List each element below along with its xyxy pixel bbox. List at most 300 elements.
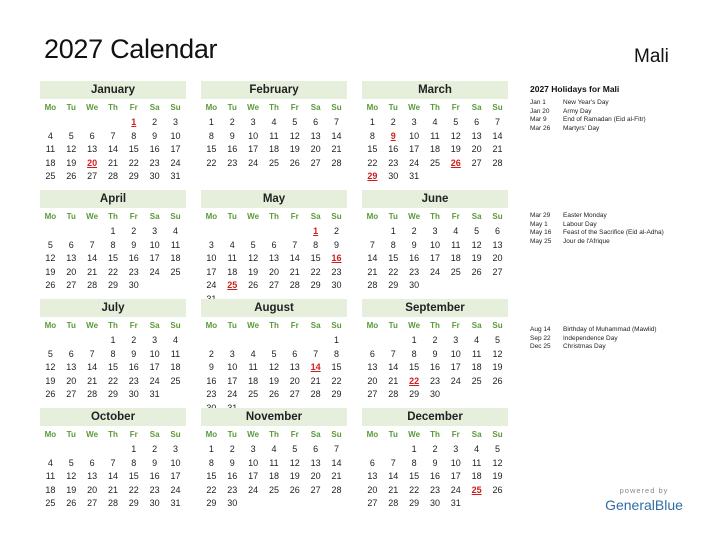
- day-cell: 11: [269, 457, 279, 468]
- week-row: [201, 375, 347, 389]
- day-cell: 9: [411, 239, 417, 250]
- day-cell: 27: [268, 280, 279, 290]
- week-row: [362, 334, 508, 348]
- day-cell: 18: [268, 471, 279, 481]
- weekday-label: Fr: [290, 103, 299, 112]
- day-cell: 18: [227, 266, 238, 277]
- holiday-item: [530, 108, 646, 117]
- day-cell: 2: [152, 117, 158, 127]
- weekday-header-row: [201, 318, 347, 334]
- day-cell: 15: [206, 144, 217, 154]
- day-cell: 11: [269, 130, 279, 141]
- weekday-header-row: [40, 100, 186, 116]
- day-cell: 7: [89, 348, 95, 359]
- day-cell: 22: [409, 484, 420, 495]
- day-cell: 16: [227, 471, 238, 481]
- holiday-item: [530, 335, 657, 344]
- day-cell: 6: [313, 444, 319, 454]
- day-cell: 13: [66, 253, 77, 263]
- weekday-label: Sa: [149, 212, 160, 221]
- weekday-label: Mo: [366, 321, 379, 330]
- day-cell: 17: [248, 471, 259, 481]
- month-august: [201, 299, 347, 415]
- day-cell: 15: [128, 471, 139, 481]
- weekday-label: Th: [430, 430, 440, 439]
- week-row: [40, 361, 186, 375]
- weekday-label: Th: [108, 212, 118, 221]
- day-cell: 18: [45, 157, 56, 168]
- month-march: [362, 81, 508, 184]
- holiday-name: End of Ramadan (Eid al-Fitr): [563, 116, 646, 123]
- day-cell: 17: [409, 144, 420, 154]
- weekday-label: Fr: [129, 321, 138, 330]
- weekday-label: We: [408, 321, 421, 330]
- day-cell: 27: [471, 157, 482, 168]
- day-cell: [103, 116, 124, 130]
- day-cell: 14: [87, 253, 98, 263]
- weekday-label: Fr: [451, 321, 460, 330]
- day-cell: 5: [47, 239, 53, 250]
- day-cell: 24: [170, 157, 181, 168]
- day-cell: 4: [47, 457, 53, 468]
- day-cell: 10: [248, 457, 259, 468]
- day-cell: 15: [206, 471, 217, 481]
- day-cell: [445, 388, 466, 402]
- week-row: [40, 239, 186, 253]
- day-cell: 21: [331, 471, 342, 481]
- day-cell: 19: [268, 375, 279, 386]
- holidays-title: 2027 Holidays for Mali: [530, 84, 620, 94]
- month-december: [362, 408, 508, 511]
- holiday-item: [530, 221, 664, 230]
- day-cell: 7: [333, 117, 339, 127]
- week-row: [40, 252, 186, 266]
- holiday-date-label: Dec 25: [530, 343, 551, 350]
- day-cell: 4: [271, 444, 277, 454]
- day-cell: 13: [87, 144, 98, 154]
- day-cell: 17: [227, 375, 238, 386]
- week-row: [362, 170, 508, 184]
- weekday-label: Fr: [290, 212, 299, 221]
- day-cell: 22: [107, 375, 118, 386]
- day-cell: 7: [89, 239, 95, 250]
- day-cell: 13: [310, 130, 321, 141]
- week-row: [201, 130, 347, 144]
- weekday-header-row: [40, 209, 186, 225]
- week-row: [40, 157, 186, 171]
- country-name: Mali: [634, 46, 669, 67]
- day-cell: 11: [430, 130, 440, 141]
- day-cell: [466, 170, 487, 184]
- day-cell: 23: [388, 157, 399, 168]
- day-cell: 25: [450, 266, 461, 277]
- day-cell: 26: [45, 280, 56, 290]
- day-cell: 2: [229, 117, 235, 127]
- day-cell: 13: [367, 471, 378, 481]
- day-cell: [264, 225, 285, 239]
- weekday-label: We: [247, 212, 260, 221]
- day-cell: 9: [229, 130, 235, 141]
- day-cell: 10: [227, 362, 238, 372]
- day-cell: 14: [107, 471, 118, 481]
- week-row: [40, 497, 186, 511]
- day-cell: 3: [172, 444, 178, 454]
- day-cell: 18: [45, 484, 56, 495]
- day-cell: 28: [388, 498, 399, 508]
- day-cell: 21: [87, 266, 98, 277]
- day-cell: [425, 170, 446, 184]
- day-cell: 12: [471, 239, 482, 250]
- day-cell: 17: [170, 471, 181, 481]
- day-cell: 12: [268, 362, 279, 372]
- month-name: May: [201, 190, 347, 208]
- day-cell: 3: [453, 335, 459, 345]
- weekday-label: We: [247, 103, 260, 112]
- day-cell: 2: [208, 348, 214, 359]
- day-cell: 17: [206, 266, 217, 277]
- day-cell: 30: [409, 280, 420, 290]
- day-cell: 17: [450, 362, 461, 372]
- day-cell: 22: [128, 484, 139, 495]
- month-name: September: [362, 299, 508, 317]
- day-cell: [362, 443, 383, 457]
- day-cell: 6: [68, 239, 74, 250]
- day-cell: [466, 497, 487, 511]
- day-cell: 14: [107, 144, 118, 154]
- day-cell: 13: [87, 471, 98, 481]
- day-cell: 8: [411, 348, 417, 359]
- weekday-label: Fr: [129, 430, 138, 439]
- weekday-header-row: [362, 318, 508, 334]
- day-cell: 20: [471, 144, 482, 154]
- day-cell: 24: [227, 389, 238, 399]
- day-cell: 12: [66, 471, 77, 481]
- weekday-label: Mo: [44, 103, 57, 112]
- day-cell: 2: [229, 444, 235, 454]
- weekday-label: Su: [331, 430, 342, 439]
- week-row: [201, 361, 347, 375]
- month-name: July: [40, 299, 186, 317]
- day-cell: 5: [453, 117, 459, 127]
- day-cell: [326, 497, 347, 511]
- weekday-label: Su: [170, 212, 181, 221]
- weekday-label: Tu: [227, 212, 237, 221]
- holiday-date: 26: [450, 157, 461, 168]
- day-cell: 18: [170, 253, 181, 263]
- weekday-label: We: [247, 430, 260, 439]
- day-cell: 25: [170, 266, 181, 277]
- day-cell: 12: [492, 457, 503, 468]
- weekday-header-row: [362, 100, 508, 116]
- day-cell: [383, 443, 404, 457]
- day-cell: [82, 116, 103, 130]
- day-cell: 30: [128, 280, 139, 290]
- day-cell: 21: [310, 375, 321, 386]
- weekday-label: Tu: [388, 430, 398, 439]
- holiday-item: [530, 212, 664, 221]
- day-cell: 17: [170, 144, 181, 154]
- day-cell: 1: [208, 117, 214, 127]
- week-row: [362, 266, 508, 280]
- month-september: [362, 299, 508, 402]
- day-cell: 3: [229, 348, 235, 359]
- day-cell: 28: [367, 280, 378, 290]
- holiday-item: [530, 343, 657, 352]
- day-cell: 9: [131, 348, 137, 359]
- holiday-date: 9: [390, 130, 396, 141]
- day-cell: 3: [152, 226, 158, 236]
- day-cell: [362, 225, 383, 239]
- day-cell: 13: [66, 362, 77, 372]
- day-cell: 28: [331, 484, 342, 495]
- day-cell: [487, 388, 508, 402]
- day-cell: [243, 334, 264, 348]
- day-cell: 29: [409, 389, 420, 399]
- day-cell: 12: [492, 348, 503, 359]
- day-cell: 20: [289, 375, 300, 386]
- week-row: [40, 375, 186, 389]
- day-cell: 2: [432, 335, 438, 345]
- day-cell: 25: [45, 171, 56, 181]
- day-cell: 25: [45, 498, 56, 508]
- day-cell: 16: [227, 144, 238, 154]
- holiday-date-label: Sep 22: [530, 334, 551, 342]
- day-cell: 18: [429, 144, 440, 154]
- brand-logo: [588, 497, 700, 513]
- day-cell: 1: [411, 335, 417, 345]
- week-row: [362, 116, 508, 130]
- day-cell: 10: [170, 457, 181, 468]
- holiday-name: Feast of the Sacrifice (Eid al-Adha): [563, 229, 664, 236]
- weekday-label: We: [86, 103, 99, 112]
- day-cell: 19: [450, 144, 461, 154]
- day-cell: [165, 388, 186, 402]
- weekday-header-row: [201, 100, 347, 116]
- weekday-label: We: [408, 212, 421, 221]
- week-row: [201, 225, 347, 239]
- weekday-label: Fr: [129, 103, 138, 112]
- day-cell: 28: [107, 171, 118, 181]
- holiday-date-label: May 1: [530, 220, 548, 228]
- month-name: August: [201, 299, 347, 317]
- week-row: [40, 225, 186, 239]
- holiday-item: [530, 125, 646, 134]
- powered-by-text: powered by: [619, 486, 669, 495]
- day-cell: 25: [268, 157, 279, 168]
- day-cell: [264, 334, 285, 348]
- day-cell: 10: [450, 457, 461, 468]
- day-cell: 11: [248, 362, 258, 372]
- holiday-date-label: Mar 26: [530, 124, 551, 132]
- week-row: [201, 266, 347, 280]
- week-row: [40, 143, 186, 157]
- day-cell: 20: [367, 375, 378, 386]
- day-cell: 5: [494, 335, 500, 345]
- week-row: [201, 484, 347, 498]
- day-cell: 8: [110, 239, 116, 250]
- day-cell: 29: [409, 498, 420, 508]
- holiday-group: [530, 99, 646, 133]
- week-row: [40, 348, 186, 362]
- day-cell: 10: [170, 130, 181, 141]
- day-cell: 5: [292, 117, 298, 127]
- day-cell: 1: [390, 226, 396, 236]
- holiday-item: [530, 99, 646, 108]
- day-cell: 31: [409, 171, 420, 181]
- day-cell: 20: [87, 484, 98, 495]
- day-cell: 29: [310, 280, 321, 290]
- day-cell: 14: [331, 457, 342, 468]
- day-cell: 14: [289, 253, 300, 263]
- day-cell: 6: [292, 348, 298, 359]
- day-cell: [445, 170, 466, 184]
- day-cell: 14: [87, 362, 98, 372]
- week-row: [362, 361, 508, 375]
- day-cell: 9: [208, 362, 214, 372]
- day-cell: 21: [388, 375, 399, 386]
- day-cell: 27: [367, 389, 378, 399]
- weekday-label: Tu: [66, 212, 76, 221]
- day-cell: 2: [131, 226, 137, 236]
- day-cell: [40, 443, 61, 457]
- day-cell: 15: [409, 471, 420, 481]
- day-cell: 29: [206, 498, 217, 508]
- day-cell: 12: [289, 457, 300, 468]
- weekday-label: Mo: [205, 212, 218, 221]
- holiday-date-label: May 25: [530, 237, 552, 245]
- day-cell: 1: [208, 444, 214, 454]
- day-cell: 5: [68, 457, 74, 468]
- day-cell: [243, 497, 264, 511]
- month-name: April: [40, 190, 186, 208]
- day-cell: 13: [289, 362, 300, 372]
- day-cell: 15: [388, 253, 399, 263]
- day-cell: 23: [149, 484, 160, 495]
- day-cell: 5: [494, 444, 500, 454]
- month-name: June: [362, 190, 508, 208]
- holiday-date-label: Aug 14: [530, 326, 551, 333]
- day-cell: 9: [333, 239, 339, 250]
- day-cell: 26: [471, 266, 482, 277]
- holiday-item: [530, 229, 664, 238]
- month-name: March: [362, 81, 508, 99]
- day-cell: 25: [268, 484, 279, 495]
- week-row: [40, 334, 186, 348]
- day-cell: 1: [411, 444, 417, 454]
- day-cell: 18: [471, 471, 482, 481]
- day-cell: 23: [149, 157, 160, 168]
- day-cell: 27: [310, 484, 321, 495]
- day-cell: [264, 497, 285, 511]
- weekday-label: Fr: [451, 103, 460, 112]
- day-cell: 6: [474, 117, 480, 127]
- day-cell: 4: [474, 335, 480, 345]
- brand-general: General: [605, 497, 655, 513]
- week-row: [201, 443, 347, 457]
- day-cell: 19: [492, 362, 503, 372]
- day-cell: 4: [271, 117, 277, 127]
- weekday-label: Su: [170, 103, 181, 112]
- day-cell: [165, 279, 186, 293]
- weekday-header-row: [201, 427, 347, 443]
- holiday-name: Martyrs' Day: [563, 124, 600, 132]
- day-cell: 2: [333, 226, 339, 236]
- day-cell: 5: [250, 239, 256, 250]
- week-row: [362, 348, 508, 362]
- day-cell: 5: [68, 130, 74, 141]
- weekday-label: Th: [108, 430, 118, 439]
- day-cell: 28: [289, 280, 300, 290]
- day-cell: 21: [87, 375, 98, 386]
- weekday-label: Tu: [66, 103, 76, 112]
- holiday-name: Army Day: [563, 107, 592, 115]
- day-cell: 18: [471, 362, 482, 372]
- day-cell: 9: [432, 457, 438, 468]
- day-cell: 6: [369, 348, 375, 359]
- day-cell: 15: [107, 253, 118, 263]
- day-cell: 11: [471, 457, 482, 468]
- day-cell: 31: [149, 389, 160, 399]
- day-cell: 4: [229, 239, 235, 250]
- day-cell: 3: [432, 226, 438, 236]
- brand-blue: Blue: [654, 497, 683, 513]
- day-cell: 16: [409, 253, 420, 263]
- day-cell: 8: [369, 130, 375, 141]
- holiday-item: [530, 238, 664, 247]
- day-cell: 7: [333, 444, 339, 454]
- weekday-label: Sa: [310, 321, 321, 330]
- week-row: [362, 130, 508, 144]
- day-cell: 14: [492, 130, 503, 141]
- day-cell: 24: [170, 484, 181, 495]
- week-row: [40, 130, 186, 144]
- day-cell: 5: [292, 444, 298, 454]
- day-cell: 20: [492, 253, 503, 263]
- day-cell: 2: [411, 226, 417, 236]
- day-cell: 24: [429, 266, 440, 277]
- day-cell: 19: [289, 471, 300, 481]
- weekday-label: Su: [331, 321, 342, 330]
- day-cell: 16: [429, 362, 440, 372]
- day-cell: 23: [429, 484, 440, 495]
- day-cell: 8: [313, 239, 319, 250]
- day-cell: 12: [66, 144, 77, 154]
- day-cell: 2: [152, 444, 158, 454]
- day-cell: 18: [450, 253, 461, 263]
- day-cell: 25: [170, 375, 181, 386]
- week-row: [362, 388, 508, 402]
- day-cell: 23: [331, 266, 342, 277]
- weekday-label: Th: [269, 321, 279, 330]
- day-cell: 19: [289, 144, 300, 154]
- day-cell: 25: [471, 375, 482, 386]
- day-cell: 27: [87, 498, 98, 508]
- day-cell: 12: [45, 253, 56, 263]
- week-row: [40, 266, 186, 280]
- weekday-label: Su: [170, 430, 181, 439]
- page-title: 2027 Calendar: [44, 34, 218, 64]
- day-cell: 17: [450, 471, 461, 481]
- month-may: [201, 190, 347, 306]
- weekday-label: Sa: [149, 321, 160, 330]
- day-cell: 11: [170, 239, 181, 250]
- weekday-label: Su: [331, 212, 342, 221]
- day-cell: 26: [248, 280, 259, 290]
- weekday-label: Mo: [205, 103, 218, 112]
- week-row: [362, 470, 508, 484]
- day-cell: 3: [411, 117, 417, 127]
- day-cell: 8: [208, 457, 214, 468]
